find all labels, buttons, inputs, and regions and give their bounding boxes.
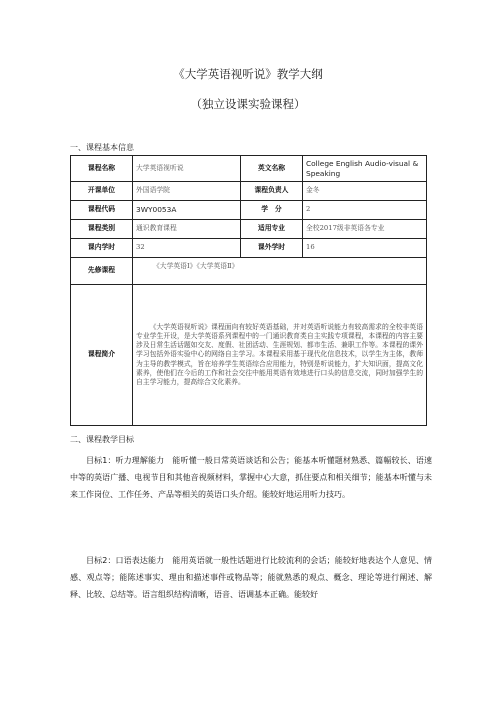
course-type-label: 课程类别 [71,220,133,239]
offering-unit-label: 开课单位 [71,182,133,201]
in-class-hours-value: 32 [133,239,241,258]
course-info-table [70,155,427,426]
offering-unit-value: 外国语学院 [133,182,241,201]
course-intro-label: 课程简介 [71,285,133,426]
document-title: 《大学英语视听说》教学大纲 [173,67,323,81]
section-heading-basic-info: 一、课程基本信息 [70,143,134,152]
course-type-value: 通识教育课程 [133,220,241,239]
table-row [71,182,427,201]
english-name-value: College English Audio-visual & Speaking [303,156,427,182]
applicable-major-value: 全校2017级非英语各专业 [303,220,427,239]
prerequisite-value: 《大学英语Ⅰ》《大学英语Ⅱ》 [133,258,427,285]
table-row [71,220,427,239]
prerequisite-label: 先修课程 [71,258,133,285]
table-row [71,258,427,285]
credit-label: 学 分 [241,201,303,220]
in-class-hours-label: 课内学时 [71,239,133,258]
course-name-value: 大学英语视听说 [133,156,241,182]
course-code-value: 3WY0053A [133,201,241,220]
out-class-hours-value: 16 [303,239,427,258]
out-class-hours-label: 课外学时 [241,239,303,258]
objective-paragraph: 目标1：听力理解能力 能听懂一般日常英语谈话和公告；能基本听懂题材熟悉、篇幅较长、语速中等的英语广播、电视节目和其他音视频材料，掌握中心大意，抓住要点和相关细节；能基本听懂与未来工作岗位、工作任务、产品等相关的英语口头介绍。能较好地运用听力技巧。 [70,456,432,499]
credit-value: 2 [303,201,427,220]
english-name-label: 英文名称 [241,156,303,182]
objective-paragraph: 目标2：口语表达能力 能用英语就一般性话题进行比较流利的会话；能较好地表达个人意见、情感、观点等；能陈述事实、理由和描述事件或物品等；能就熟悉的观点、概念、理论等进行阐述、解释、比较、总结等。语言组织结构清晰，语音、语调基本正确。能较好 [70,556,432,599]
course-code-label: 课程代码 [71,201,133,220]
document-subtitle: （独立设课实验课程） [190,97,306,111]
applicable-major-label: 适用专业 [241,220,303,239]
course-head-label: 课程负责人 [241,182,303,201]
course-head-value: 金冬 [303,182,427,201]
course-name-label: 课程名称 [71,156,133,182]
course-intro-text: 《大学英语视听说》课程面向有较好英语基础，并对英语听说能力有较高需求的全校非英语专业学生开设，是大学英语系列课程中的一门通识教育类自主实践专项课程，本课程的内容主要涉及日常生活话题如交友、度假、社团活动、生涯规划、都市生活、兼职工作等。本课程的课外学习包括外语实验中心的网络自主学习。本课程采用基于现代化信息技术，以学生为主体，教师为主导的教学模式，旨在培养学生英语综合应用能力，特别是听说能力，扩大知识面，提高文化素养，使他们在今后的工作和社会交往中能用英语有效地进行口头的信息交流，同时加强学生的自主学习能力，提高综合文化素养。 [133,285,427,426]
table-row [71,239,427,258]
section-heading-objectives: 二、课程教学目标 [70,435,134,444]
table-row [71,285,427,426]
table-row [71,156,427,182]
table-row [71,201,427,220]
